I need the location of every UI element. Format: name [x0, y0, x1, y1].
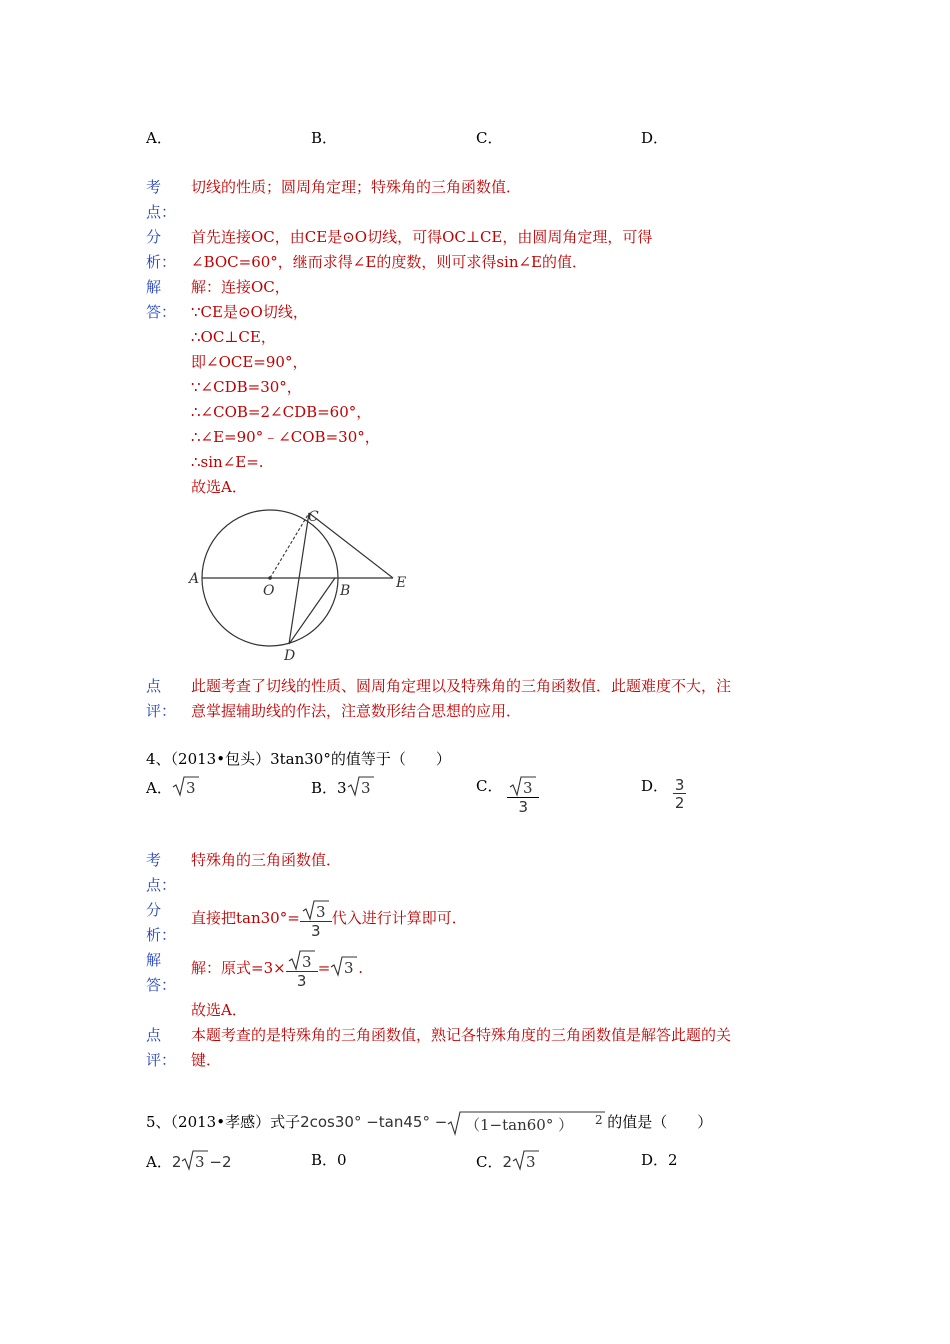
q4-jieda-line	[191, 949, 363, 989]
q3-option-c: C．	[476, 129, 503, 147]
q5-question	[146, 1110, 712, 1136]
jieda-frac-den: 3	[296, 972, 307, 990]
q4-jieda-choice: 故选A．	[191, 1001, 247, 1019]
q5-option-a	[146, 1149, 232, 1177]
q4-fenxi-post: 代入进行计算即可．	[331, 909, 467, 927]
q3-jieda-line-5: ∵∠CDB=30°，	[191, 378, 302, 396]
sqrt3-b	[347, 775, 375, 803]
q3-jieda-line-8: ∴sin∠E=.	[191, 453, 264, 471]
q5-option-c-label: C．	[476, 1153, 503, 1171]
label-b: B	[340, 583, 351, 599]
q5-a-radicand: 3	[195, 1153, 205, 1171]
q4-option-c-label: C．	[476, 777, 503, 795]
q4-option-d	[641, 775, 686, 811]
label-d: D	[284, 648, 296, 664]
q5-sqrt3-a	[181, 1149, 209, 1177]
q3-jieda-line-4: 即∠OCE=90°，	[191, 353, 308, 371]
q5-expr-sqrt	[447, 1110, 607, 1136]
label-a: A	[189, 571, 200, 587]
frac-sqrt3-over-3-fenxi	[300, 899, 332, 939]
q5-expr-radicand: （1−tan60° ）	[465, 1116, 574, 1134]
q3-kaodian-label-1: 考	[146, 178, 162, 196]
q3-dianping-label-1: 点	[146, 677, 162, 695]
fenxi-frac-den: 3	[311, 922, 321, 940]
q3-jieda-line-7: ∴∠E=90°﹣∠COB=30°，	[191, 428, 380, 446]
frac-c-num-radicand: 3	[523, 779, 533, 797]
q5-option-a-tail: −2	[209, 1153, 232, 1171]
line-ce	[309, 513, 393, 578]
q5-option-a-label: A．	[146, 1153, 172, 1171]
label-e: E	[396, 575, 407, 591]
jieda-frac-num-radicand: 3	[301, 953, 312, 971]
q4-jieda-end: .	[358, 959, 364, 977]
q4-dianping-label-2: 评：	[146, 1051, 177, 1069]
q5-option-c-coef: 2	[502, 1153, 513, 1171]
q3-dianping-line-1: 此题考查了切线的性质、圆周角定理以及特殊角的三角函数值．此题难度不大，注	[191, 677, 732, 695]
q5-option-c	[476, 1149, 540, 1177]
q3-jieda-line-9: 故选A．	[191, 478, 247, 496]
frac-d-den: 2	[674, 794, 685, 812]
q3-jieda-line-2: ∵CE是⊙O切线，	[191, 303, 308, 321]
q4-dianping-label-1: 点	[146, 1026, 162, 1044]
q3-jieda-line-6: ∴∠COB=2∠CDB=60°，	[191, 403, 372, 421]
sqrt3-a-radicand: 3	[185, 779, 196, 797]
frac-3-over-2-d	[673, 778, 687, 811]
q3-kaodian-text: 切线的性质；圆周角定理；特殊角的三角函数值．	[191, 178, 522, 196]
q5-c-radicand: 3	[526, 1153, 536, 1171]
q5-question-post: 的值是（ ）	[607, 1113, 713, 1131]
q3-option-d: D．	[641, 129, 669, 147]
q3-jieda-label-1: 解	[146, 278, 162, 296]
q4-kaodian-text: 特殊角的三角函数值．	[191, 851, 342, 869]
q4-fenxi-pre: 直接把tan30°=	[191, 909, 300, 927]
q3-kaodian-label-2: 点：	[146, 203, 177, 221]
sqrt3-a	[172, 775, 200, 803]
q5-option-b: B．0	[311, 1151, 347, 1169]
q4-jieda-label-1: 解	[146, 951, 162, 969]
q4-fenxi-line	[191, 899, 467, 939]
q3-dianping-label-2: 评：	[146, 702, 177, 720]
sqrt3-b-radicand: 3	[360, 779, 371, 797]
q3-option-b: B．	[311, 129, 338, 147]
q4-option-b	[311, 775, 375, 803]
q4-fenxi-label-2: 析：	[146, 926, 177, 944]
line-oc-dashed	[270, 513, 309, 578]
sqrt3-jieda-result	[330, 955, 358, 983]
q4-dianping-line-1: 本题考查的是特殊角的三角函数值，熟记各特殊角度的三角函数值是解答此题的关	[191, 1026, 732, 1044]
q3-jieda-line-1: 解：连接OC，	[191, 278, 290, 296]
q5-expr-part1: 2cos30° −tan45° −	[300, 1113, 448, 1131]
q3-fenxi-label-1: 分	[146, 228, 162, 246]
q3-option-a: A．	[146, 129, 172, 147]
frac-sqrt3-over-3-jieda	[286, 949, 318, 989]
fenxi-frac-num-radicand: 3	[315, 903, 326, 921]
q4-option-b-label: B．3	[311, 779, 347, 797]
q5-expr-exponent: 2	[595, 1113, 603, 1127]
q3-jieda-label-2: 答：	[146, 303, 177, 321]
q4-jieda-eq: =	[317, 959, 331, 977]
q5-question-pre: 5、（2013•孝感）式子	[146, 1113, 301, 1131]
q3-fenxi-line-2: ∠BOC=60°，继而求得∠E的度数，则可求得sin∠E的值．	[191, 253, 587, 271]
q4-jieda-label-2: 答：	[146, 976, 177, 994]
line-bd	[289, 578, 335, 644]
circle-tangent-figure	[185, 505, 415, 667]
frac-d-num: 3	[674, 776, 685, 794]
q4-jieda-pre: 解：原式=3×	[191, 959, 286, 977]
q4-option-a	[146, 775, 200, 803]
q4-option-d-label: D．	[641, 777, 669, 795]
jieda-result-radicand: 3	[344, 959, 354, 977]
q3-jieda-line-3: ∴OC⊥CE，	[191, 328, 276, 346]
q5-sqrt3-c	[512, 1149, 540, 1177]
q3-fenxi-label-2: 析：	[146, 253, 177, 271]
q4-kaodian-label-1: 考	[146, 851, 162, 869]
label-o: O	[263, 583, 275, 599]
q3-fenxi-line-1: 首先连接OC，由CE是⊙O切线，可得OC⊥CE，由圆周角定理，可得	[191, 228, 653, 246]
label-c: C	[308, 509, 319, 525]
q4-option-c	[476, 775, 539, 815]
q4-option-a-label: A．	[146, 779, 172, 797]
q4-dianping-line-2: 键．	[191, 1051, 222, 1069]
q4-fenxi-label-1: 分	[146, 901, 162, 919]
q3-dianping-line-2: 意掌握辅助线的作法，注意数形结合思想的应用．	[191, 702, 522, 720]
q5-option-a-coef: 2	[171, 1153, 182, 1171]
q4-kaodian-label-2: 点：	[146, 876, 177, 894]
frac-sqrt3-over-3-c	[507, 775, 539, 815]
center-point	[268, 576, 272, 580]
q5-option-d: D．2	[641, 1151, 678, 1169]
q4-question: 4、（2013•包头）3tan30°的值等于（ ）	[146, 750, 451, 768]
frac-c-den: 3	[518, 798, 529, 816]
